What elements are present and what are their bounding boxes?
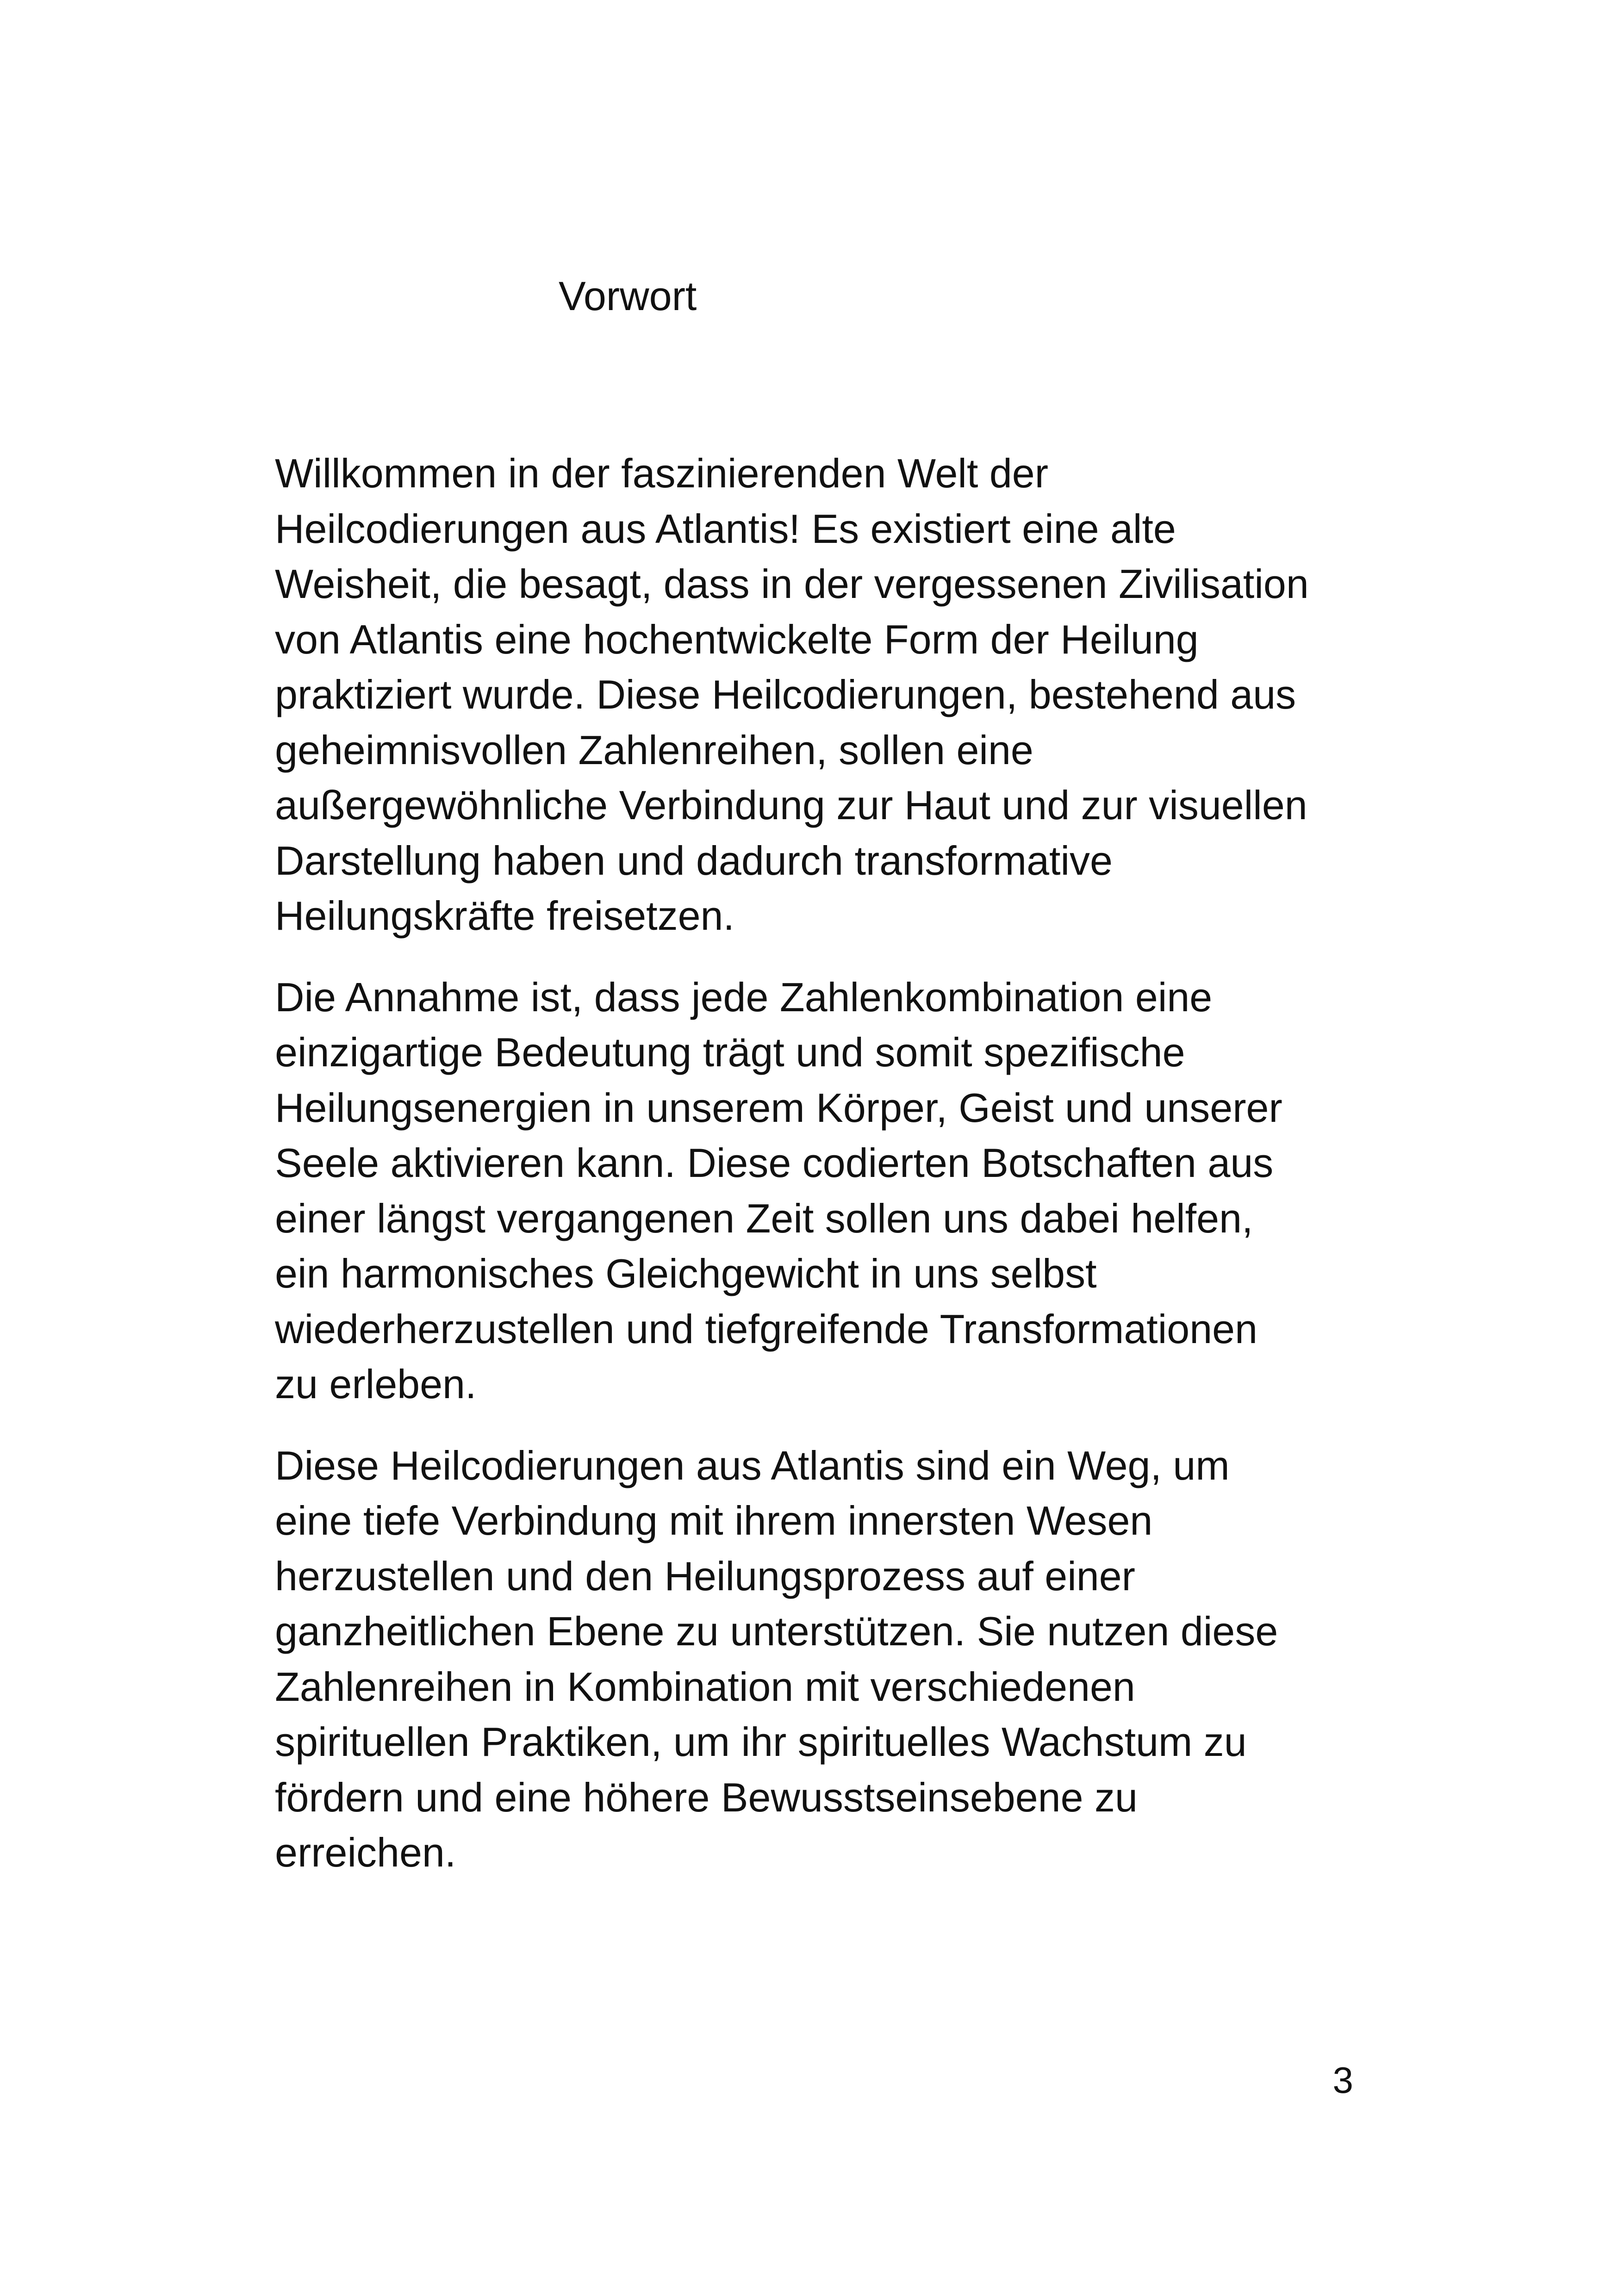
- text-line: erreichen.: [275, 1829, 456, 1875]
- text-line: außergewöhnliche Verbindung zur Haut und zur visuellen: [275, 782, 1307, 828]
- text-line: von Atlantis eine hochentwickelte Form der Heilung: [275, 616, 1199, 662]
- text-line: herzustellen und den Heilungsprozess auf einer: [275, 1553, 1135, 1599]
- text-line: ein harmonisches Gleichgewicht in uns selbst: [275, 1251, 1097, 1296]
- page-title: Vorwort: [559, 273, 697, 319]
- text-line: spirituellen Praktiken, um ihr spirituelles Wachstum zu: [275, 1719, 1247, 1765]
- text-line: einzigartige Bedeutung trägt und somit spezifische: [275, 1029, 1185, 1075]
- page-number: 3: [1332, 2060, 1353, 2101]
- text-line: geheimnisvollen Zahlenreihen, sollen eine: [275, 727, 1033, 773]
- text-line: Weisheit, die besagt, dass in der vergessenen Zivilisation: [275, 561, 1309, 607]
- body-text: [275, 446, 1372, 1880]
- text-line: Darstellung haben und dadurch transformative: [275, 837, 1113, 884]
- text-line: Diese Heilcodierungen aus Atlantis sind ein Weg, um: [275, 1442, 1230, 1488]
- text-line: Heilungskräfte freisetzen.: [275, 893, 734, 939]
- text-line: eine tiefe Verbindung mit ihrem innersten Wesen: [275, 1498, 1153, 1543]
- text-line: zu erleben.: [275, 1361, 477, 1407]
- text-line: Heilungsenergien in unserem Körper, Geist und unserer: [275, 1084, 1282, 1131]
- text-line: Zahlenreihen in Kombination mit verschiedenen: [275, 1663, 1135, 1710]
- paragraph-1: [275, 446, 1372, 944]
- paragraph-3: [275, 1438, 1372, 1880]
- text-line: Heilcodierungen aus Atlantis! Es existiert eine alte: [275, 505, 1176, 552]
- text-line: fördern und eine höhere Bewusstseinsebene zu: [275, 1774, 1138, 1820]
- text-line: Seele aktivieren kann. Diese codierten Botschaften aus: [275, 1140, 1274, 1186]
- paragraph-2: [275, 970, 1372, 1412]
- text-line: ganzheitlichen Ebene zu unterstützen. Sie nutzen diese: [275, 1608, 1278, 1654]
- text-line: wiederherzustellen und tiefgreifende Transformationen: [275, 1306, 1258, 1352]
- text-line: einer längst vergangenen Zeit sollen uns dabei helfen,: [275, 1195, 1253, 1241]
- text-line: Die Annahme ist, dass jede Zahlenkombination eine: [275, 974, 1213, 1020]
- text-line: Willkommen in der faszinierenden Welt der: [275, 450, 1049, 496]
- text-line: praktiziert wurde. Diese Heilcodierungen, bestehend aus: [275, 672, 1296, 717]
